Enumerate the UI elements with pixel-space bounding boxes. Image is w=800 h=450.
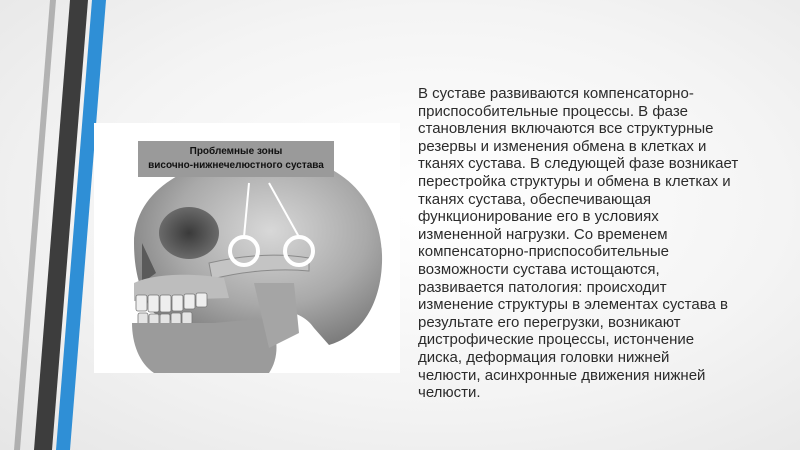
figure-caption-line2: височно-нижнечелюстного сустава: [148, 160, 324, 171]
slide-body-text: [418, 85, 800, 402]
text-line: перестройка структуры и обмена в клетках и: [418, 172, 731, 190]
text-line: изменение структуры в элементах сустава в: [418, 296, 729, 314]
text-line: резервы и изменения обмена в клетках и: [418, 137, 707, 155]
text-line: челюсти, асинхронные движения нижней: [418, 366, 706, 384]
mandible: [132, 318, 277, 373]
text-line: результате его перегрузки, возникают: [418, 313, 681, 331]
skull-figure: [94, 123, 400, 373]
text-line: измененной нагрузки. Со временем: [418, 225, 668, 243]
text-line: функционирование его в условиях: [418, 208, 659, 226]
text-line: челюсти.: [418, 384, 481, 402]
text-line: тканях сустава. В следующей фазе возникает: [418, 155, 739, 173]
text-line: становления включаются все структурные: [418, 120, 714, 138]
figure-caption: [138, 141, 334, 177]
text-line: дистрофические процессы, истончение: [418, 331, 695, 349]
text-line: развивается патология: происходит: [418, 278, 667, 296]
text-line: диска, деформация головки нижней: [418, 348, 670, 366]
text-line: возможности сустава истощаются,: [418, 260, 660, 278]
figure-caption-line1: Проблемные зоны: [189, 146, 283, 157]
text-line: приспособительные процессы. В фазе: [418, 102, 688, 120]
text-line: компенсаторно-приспособительные: [418, 243, 669, 261]
text-line: В суставе развиваются компенсаторно-: [418, 85, 694, 102]
text-line: тканях сустава, обеспечивающая: [418, 190, 651, 208]
eye-socket: [159, 207, 219, 259]
